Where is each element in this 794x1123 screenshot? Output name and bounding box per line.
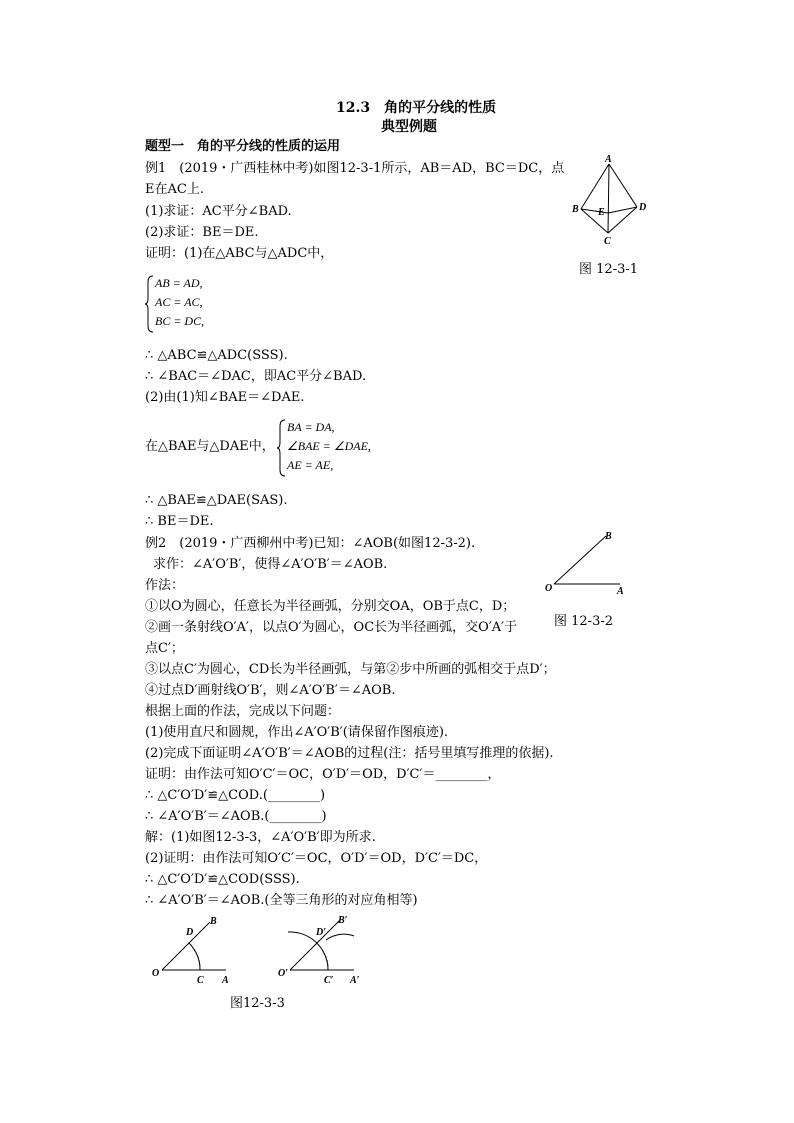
example2-step1: ①以O为圆心，任意长为半径画弧，分别交OA，OB于点C，D； (145, 599, 516, 614)
system1-row-2: AC = AC, (155, 295, 203, 309)
figure1-caption: 图 12-3-1 (579, 262, 639, 277)
system2-row-1: BA = DA, (287, 420, 335, 434)
left-brace-icon (277, 418, 287, 478)
example2-solution4: ∴ ∠A′O′B′＝∠AOB.(全等三角形的对应角相等) (145, 893, 418, 908)
section-subtitle: 典型例题 (381, 119, 437, 135)
system1-row-3: BC = DC, (155, 314, 205, 328)
figure-12-3-1 (568, 153, 648, 248)
example1-system2-prefix: 在△BAE与△DAE中， (145, 439, 275, 454)
example2-task: 求作：∠A′O′B′，使得∠A′O′B′＝∠AOB. (153, 557, 388, 572)
equation-system-1 (145, 274, 255, 334)
figure2-caption: 图 12-3-2 (554, 614, 614, 629)
fig2-label-b: B (605, 531, 612, 542)
example1-conclusion3: ∴ △BAE≌△DAE(SAS). (145, 493, 288, 508)
example2-solution1: 解：(1)如图12-3-3，∠A′O′B′即为所求. (145, 830, 376, 845)
example2-solution3: ∴ △C′O′D′≌△COD(SSS). (145, 872, 300, 887)
fig3-label-a: A (222, 975, 229, 986)
example2-step3: ③以点C′为圆心，CD长为半径画弧，与第②步中所画的弧相交于点D′； (145, 662, 556, 677)
example1-stem-line1: 例1 (2019・广西桂林中考)如图12-3-1所示，AB＝AD，BC＝DC，点 (145, 161, 565, 176)
fig1-label-c: C (604, 236, 611, 247)
figure-12-3-2 (542, 528, 632, 598)
example2-step2-line1: ②画一条射线O′A′，以点O′为圆心，OC长为半径画弧，交O′A′于 (145, 620, 518, 635)
fig3-label-c-prime: C′ (324, 975, 334, 986)
fig3-label-d-prime: D′ (316, 927, 327, 938)
equation-system-2 (277, 418, 397, 478)
fig1-label-a: A (605, 154, 612, 165)
figure3-caption: 图12-3-3 (230, 996, 285, 1011)
example1-proof-intro: 证明：(1)在△ABC与△ADC中， (145, 246, 334, 261)
topic-heading: 题型一 角的平分线的性质的运用 (145, 139, 341, 154)
fig1-label-d: D (639, 202, 647, 213)
fig2-label-o: O (545, 583, 553, 594)
fig3-label-b-prime: B′ (338, 915, 348, 926)
example2-stem: 例2 (2019・广西柳州中考)已知：∠AOB(如图12-3-2). (145, 536, 476, 551)
fig3-label-b: B (210, 916, 217, 927)
section-title: 12.3 角的平分线的性质 (336, 100, 497, 116)
example1-conclusion4: ∴ BE＝DE. (145, 514, 214, 529)
left-brace-icon (145, 274, 155, 334)
example2-proof-line3: ∴ ∠A′O′B′＝∠AOB.(________) (145, 809, 327, 824)
example1-stem-line2: E在AC上. (145, 182, 204, 197)
example2-proof-line2: ∴ △C′O′D′≌△COD.(________) (145, 788, 326, 803)
example2-solution2: (2)证明：由作法可知O′C′＝OC，O′D′＝OD，D′C′＝DC， (145, 851, 488, 866)
system1-row-1: AB = AD, (155, 276, 203, 290)
system2-row-3: AE = AE, (287, 458, 334, 472)
example1-question2: (2)求证：BE＝DE. (145, 225, 259, 240)
example2-proof-line1: 证明：由作法可知O′C′＝OC，O′D′＝OD，D′C′＝________， (145, 767, 501, 782)
example1-conclusion1: ∴ △ABC≌△ADC(SSS). (145, 348, 288, 363)
figure-12-3-3 (148, 912, 378, 992)
fig2-label-a: A (617, 586, 624, 597)
example2-instruction: 根据上面的作法，完成以下问题： (145, 704, 341, 719)
example2-step4: ④过点D′画射线O′B′，则∠A′O′B′＝∠AOB. (145, 683, 396, 698)
example1-question1: (1)求证：AC平分∠BAD. (145, 204, 292, 219)
fig3-label-c: C (197, 975, 204, 986)
fig1-label-e: E (598, 207, 605, 218)
system2-row-2: ∠BAE = ∠DAE, (287, 439, 371, 453)
fig3-label-a-prime: A′ (350, 975, 360, 986)
example2-method-label: 作法： (145, 578, 185, 593)
fig3-label-o-prime: O′ (278, 968, 289, 979)
fig3-label-o: O (152, 968, 160, 979)
fig1-label-b: B (572, 204, 579, 215)
fig3-right-angle (278, 915, 360, 986)
fig3-label-d: D (186, 927, 194, 938)
example1-part2: (2)由(1)知∠BAE＝∠DAE. (145, 390, 305, 405)
fig3-left-angle (152, 916, 229, 986)
example2-step2-line2: 点C′； (145, 641, 184, 656)
example2-question2: (2)完成下面证明∠A′O′B′＝∠AOB的过程(注：括号里填写推理的依据). (145, 746, 554, 761)
example2-question1: (1)使用直尺和圆规，作出∠A′O′B′(请保留作图痕迹). (145, 725, 449, 740)
example1-conclusion2: ∴ ∠BAC＝∠DAC，即AC平分∠BAD. (145, 369, 367, 384)
